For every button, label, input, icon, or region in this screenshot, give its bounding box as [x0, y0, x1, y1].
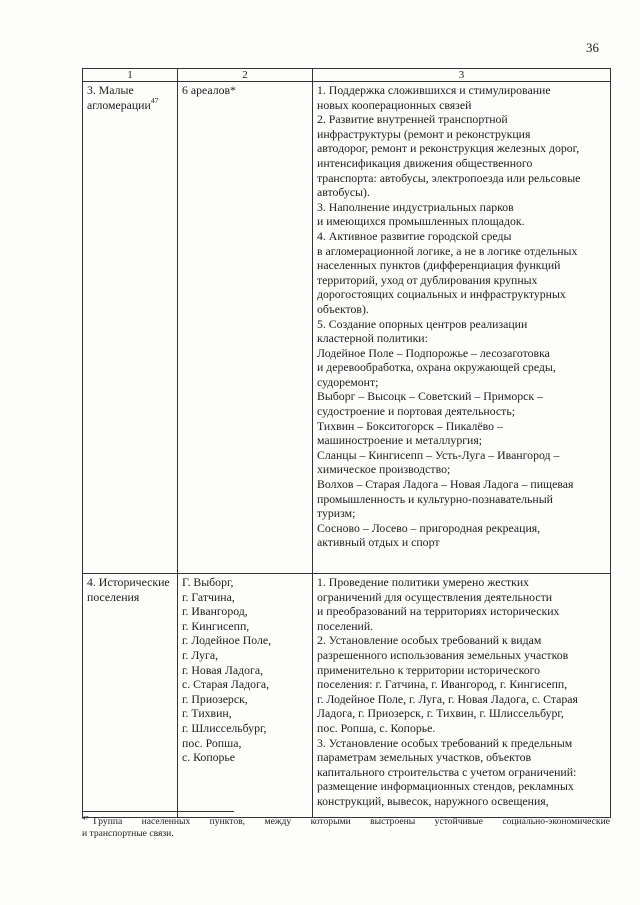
cell-line: в агломерационной логике, а не в логике отдельных: [317, 243, 578, 258]
cell-line: машиностроение и металлургия;: [317, 433, 483, 448]
cell-line: поселения: [87, 589, 140, 604]
cell-line: химическое производство;: [317, 462, 451, 477]
cell-line: Выборг – Высоцк – Советский – Приморск –: [317, 389, 544, 404]
footnote-word: устойчивые: [434, 816, 483, 827]
cell-line: с. Копорье: [182, 750, 236, 765]
cell-line: Тихвин – Бокситогорск – Пикалёво –: [317, 418, 503, 433]
footnote: [82, 816, 610, 840]
cell-line: Волхов – Старая Ладога – Новая Ладога – пищевая: [317, 477, 574, 492]
page-number: 36: [586, 40, 599, 55]
footnote-marker: 47: [82, 815, 89, 822]
cell-line: объектов).: [317, 301, 369, 316]
cell-line: новых кооперационных связей: [317, 97, 472, 112]
cell-line: кластерной политики:: [317, 331, 428, 346]
cell-line: и деревообработка, охрана окружающей среды,: [317, 360, 556, 375]
cell-line: г. Лодейное Поле,: [182, 633, 272, 648]
footnote-first-word: $^{47}$ Группа: [82, 815, 123, 827]
cell-line: пос. Ропша, с. Копорье.: [317, 720, 436, 735]
cell-line: судостроение и портовая деятельность;: [317, 404, 515, 419]
cell-line: Сланцы – Кингисепп – Усть-Луга – Ивангород –: [317, 447, 560, 462]
cell-line: 3. Малые: [87, 83, 134, 97]
cell-line: капитального строительства с учетом ограничений:: [317, 764, 577, 779]
row-1-areas: [178, 82, 313, 574]
footnote-word: пунктов,: [209, 816, 246, 827]
cell-line: инфраструктуры (ремонт и реконструкция: [317, 126, 531, 141]
row-1-category: [83, 82, 178, 574]
cell-line: г. Шлиссельбург,: [182, 720, 267, 735]
footnote-marker: 47: [150, 95, 159, 105]
footnote-word: которыми: [310, 816, 351, 827]
cell-line: и имеющихся промышленных площадок.: [317, 214, 525, 229]
table-header-row: [83, 69, 611, 82]
cell-line: г. Приозерск,: [182, 691, 248, 706]
cell-line: дорогостоящих социальных и инфраструктурных: [317, 287, 566, 302]
cell-line: ограничений для осуществления деятельности: [317, 589, 553, 604]
cell-line: населенных пунктов (дифференциация функций: [317, 258, 561, 273]
cell-line: 3. Установление особых требований к предельным: [317, 735, 573, 750]
cell-line: промышленность и культурно-познавательный: [317, 491, 553, 506]
cell-line: территорий, уход от дублирования крупных: [317, 272, 538, 287]
cell-line: Г. Выборг,: [182, 575, 234, 589]
header-col-3: 3: [313, 69, 611, 82]
cell-line: разрешенного использования земельных участков: [317, 647, 569, 662]
cell-line: применительно к территории исторического: [317, 662, 541, 677]
cell-line: 4. Активное развитие городской среды: [317, 228, 512, 243]
footnote-word: выстроены: [370, 816, 416, 827]
cell-line: г. Гатчина,: [182, 589, 235, 604]
cell-line: транспорта: автобусы, электропоезда или рельсовые: [317, 170, 581, 185]
cell-line: активный отдых и спорт: [317, 535, 440, 550]
cell-line: судоремонт;: [317, 374, 379, 389]
row-2-measures: [313, 574, 611, 818]
footnote-divider: [82, 811, 234, 812]
cell-line: 1. Проведение политики умерено жестких: [317, 575, 530, 589]
cell-line: г. Лодейное Поле, г. Луга, г. Новая Ладога, с. Старая: [317, 691, 578, 706]
cell-line: поселения: г. Гатчина, г. Ивангород, г. Кингисепп,: [317, 677, 568, 692]
footnote-line-1: [82, 816, 610, 828]
cell-line: и преобразований на территориях исторических: [317, 604, 560, 619]
cell-line: 1. Поддержка сложившихся и стимулирование: [317, 83, 551, 97]
cell-line: параметрам земельных участков, объектов: [317, 750, 532, 765]
cell-line: размещение информационных стендов, рекламных: [317, 779, 574, 794]
cell-line: г. Кингисепп,: [182, 618, 250, 633]
cell-line: 3. Наполнение индустриальных парков: [317, 199, 514, 214]
document-table: [82, 68, 611, 818]
cell-line: г. Луга,: [182, 647, 219, 662]
row-1-measures: [313, 82, 611, 574]
cell-line: поселений.: [317, 618, 374, 633]
cell-line: г. Тихвин,: [182, 706, 232, 721]
cell-line: автобусы).: [317, 185, 370, 200]
cell-line: Лодейное Поле – Подпорожье – лесозаготовка: [317, 345, 550, 360]
cell-line: с. Старая Ладога,: [182, 677, 270, 692]
footnote-word: социально-экономические: [502, 816, 610, 827]
cell-line: 5. Создание опорных центров реализации: [317, 316, 528, 331]
cell-line: агломерации$^{47}$: [87, 95, 159, 112]
footnote-word: населенных: [141, 816, 191, 827]
cell-line: 2. Развитие внутренней транспортной: [317, 112, 508, 127]
header-col-2: 2: [178, 69, 313, 82]
footnote-word: между: [264, 816, 292, 827]
cell-line: 6 ареалов*: [182, 83, 236, 97]
cell-line: конструкций, вывесок, наружного освещения,: [317, 793, 549, 808]
cell-line: 4. Исторические: [87, 575, 170, 589]
table-row: [83, 574, 611, 818]
row-2-settlements: [178, 574, 313, 818]
cell-line: г. Новая Ладога,: [182, 662, 264, 677]
cell-line: интенсификация движения общественного: [317, 155, 533, 170]
cell-line: автодорог, ремонт и реконструкция железных дорог,: [317, 141, 580, 156]
cell-line: пос. Ропша,: [182, 735, 242, 750]
cell-line: Сосново – Лосево – пригородная рекреация,: [317, 520, 541, 535]
row-2-category: [83, 574, 178, 818]
cell-line: 2. Установление особых требований к видам: [317, 633, 542, 648]
cell-line: туризм;: [317, 506, 356, 521]
footnote-line-2: и транспортные связи.: [82, 828, 174, 839]
cell-line: г. Ивангород,: [182, 604, 248, 619]
table-row: [83, 82, 611, 574]
cell-line: Ладога, г. Приозерск, г. Тихвин, г. Шлиссельбург,: [317, 706, 564, 721]
header-col-1: 1: [83, 69, 178, 82]
